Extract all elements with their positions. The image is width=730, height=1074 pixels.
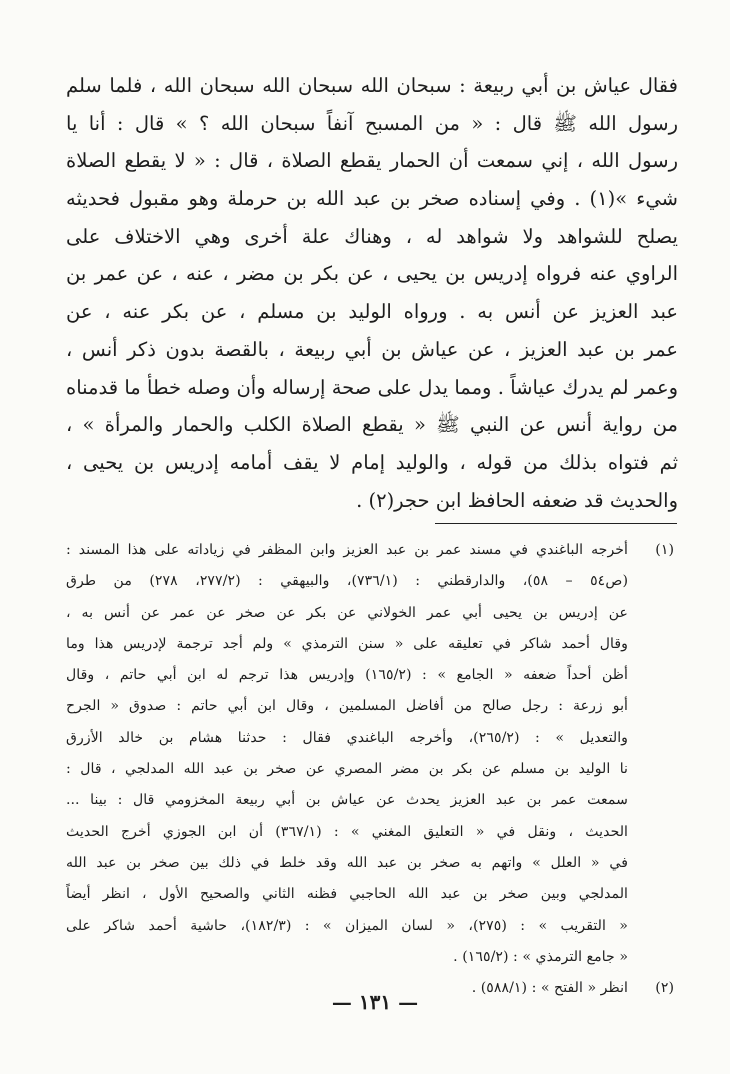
footnote-line: « جامع الترمذي » : (١٦٥/٢) . [453, 948, 628, 965]
main-text-line: شيء »(١) . وفي إسناده صخر بن عبد الله بن حرملة وهو مقبول فحديثه [66, 187, 678, 211]
footnote-line: وقال أحمد شاكر في تعليقه على « سنن الترمذي » ولم أجد ترجمة لإدريس هذا وما [66, 635, 628, 652]
footnote-line: أظن أحداً ضعفه « الجامع » : (١٦٥/٢) وإدريس هذا ترجم له ابن أبي حاتم ، وقال [66, 667, 628, 684]
main-text-body [66, 67, 678, 519]
main-text-line: رسول الله ، إني سمعت أن الحمار يقطع الصلاة ، قال : « لا يقطع الصلاة [66, 149, 678, 173]
main-text-line: عبد العزيز عن أنس به . ورواه الوليد بن مسلم ، عن بكر عنه ، عن [66, 300, 678, 324]
main-text-line: عمر بن عبد العزيز ، عن عياش بن أبي ربيعة ، بالقصة بدون ذكر أنس ، [66, 337, 678, 361]
main-text-line: يصلح للشواهد ولا شواهد له ، وهناك علة أخرى وهي الاختلاف على [66, 224, 678, 248]
footnotes-section [66, 535, 678, 1004]
footnote-separator [435, 523, 677, 524]
page-number: — ١٣١ — [331, 990, 419, 1014]
footnote-line: سمعت عمر بن عبد العزيز يحدث عن عياش بن أبي ربيعة المخزومي قال : بينا ... [66, 792, 628, 809]
main-text-line: فقال عياش بن أبي ربيعة : سبحان الله سبحان الله سبحان الله ، فلما سلم [66, 74, 678, 97]
footnote-line: أبو زرعة : رجل صالح من أفاضل المسلمين ، وقال ابن أبي حاتم : صدوق « الجرح [66, 698, 628, 715]
main-text-line: وعمر لم يدرك عياشاً . ومما يدل على صحة إرساله وأن وصله خطأ ما قدمناه [66, 375, 678, 399]
footnote-line: (ص٥٤ – ٥٨)، والدارقطني : (٧٣٦/١)، والبيهقي : (٢٧٧/٢، ٢٧٨) من طرق [66, 573, 629, 590]
main-text-line: من رواية أنس عن النبي ﷺ « يقطع الصلاة الكلب والحمار والمرأة » ، [66, 413, 678, 437]
main-text-line: رسول الله ﷺ قال : « من المسبح آنفاً سبحان الله ؟ » قال : أنا يا [66, 111, 678, 135]
footnote-line: « التقريب » : (٢٧٥)، « لسان الميزان » : (١٨٢/٣)، حاشية أحمد شاكر على [66, 917, 628, 934]
footnote-line: الحديث ، ونقل في « التعليق المغني » : (٣٦٧/١) أن ابن الجوزي أخرج الحديث [66, 823, 628, 840]
footnote-number: (١) [655, 542, 674, 558]
main-text-line: الراوي عنه فرواه إدريس بن يحيى ، عن بكر بن مضر ، عنه ، عن عمر بن [66, 262, 678, 286]
footnote-line: أخرجه الباغندي في مسند عمر بن عبد العزيز وابن المظفر في زياداته على هذا المسند : [66, 542, 628, 558]
main-text-line: والحديث قد ضعفه الحافظ ابن حجر(٢) . [356, 488, 678, 512]
footnote-line: عن إدريس بن يحيى أبي عمر الخولاني عن بكر عن صخر عن عمر عن أنس به ، [66, 604, 628, 621]
footnote-line: والتعديل » : (٢٦٥/٢)، وأخرجه الباغندي فقال : حدثنا هشام بن خالد الأزرق [66, 729, 628, 746]
footnote-line: انظر « الفتح » : (٥٨٨/١) . [471, 980, 628, 997]
footnote-line: نا الوليد بن مسلم عن بكر بن مضر المصري عن صخر بن عبد الله المدلجي ، قال : [66, 761, 628, 778]
main-text-line: ثم فتواه بذلك من قوله ، والوليد إمام لا يقف أمامه إدريس بن يحيى ، [66, 450, 678, 474]
footnote-1 [66, 535, 678, 973]
footnote-line: المدلجي وبين صخر بن عبد الله الحاجبي فظنه الثاني والصحيح الأول ، انظر أيضاً [66, 886, 628, 903]
footnote-line: في « العلل » واتهم به صخر بن عبد الله وقد خلط في ذلك بين صخر بن عبد الله [66, 854, 628, 871]
footnote-number: (٢) [655, 980, 674, 997]
